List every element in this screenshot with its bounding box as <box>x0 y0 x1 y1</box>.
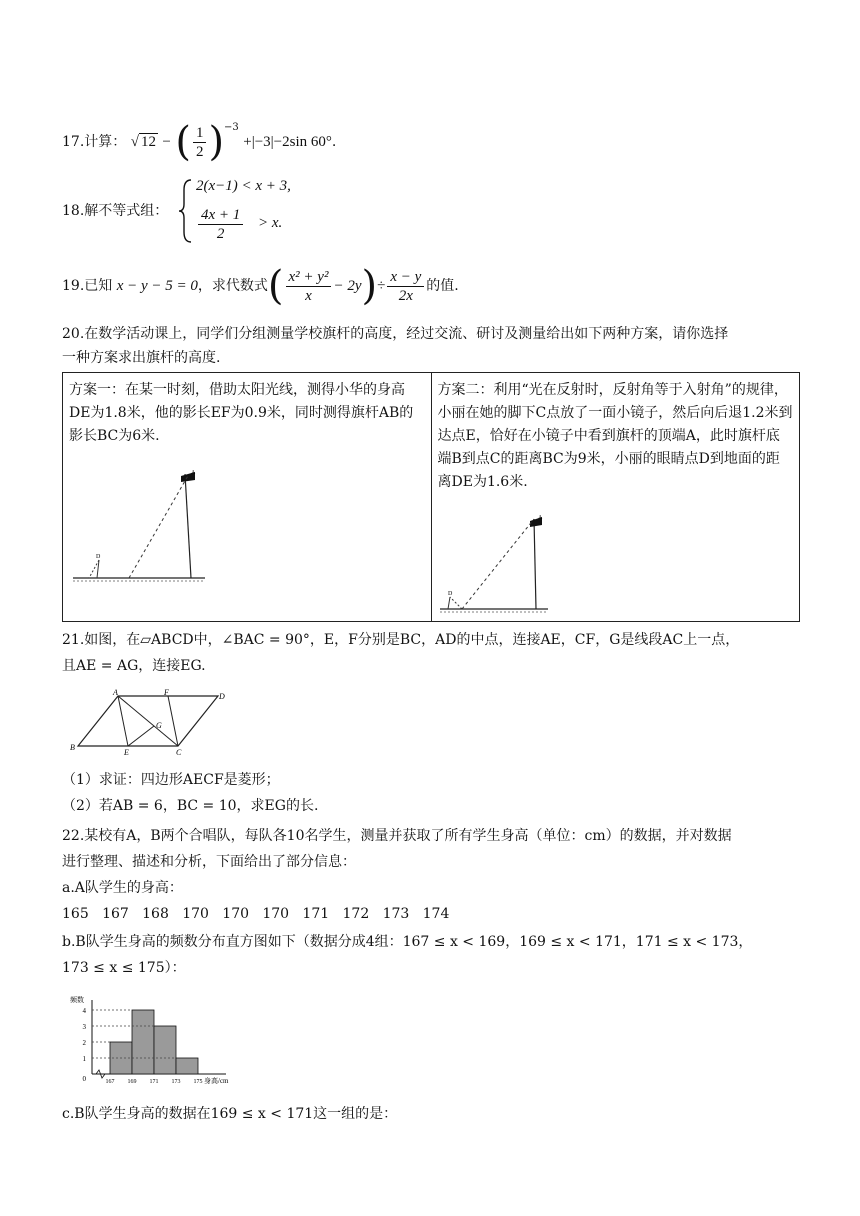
svg-text:D: D <box>96 554 101 560</box>
q22-a-data: 165 167 168 170 170 170 171 172 173 174 <box>62 906 450 922</box>
histogram-bar <box>176 1058 198 1074</box>
svg-text:A: A <box>537 515 542 521</box>
q20-line-1: 20.在数学活动课上，同学们分组测量学校旗杆的高度，经过交流、研讨及测量给出如下两种方案，请你选择 <box>62 326 729 342</box>
x-tick-label: 173 <box>171 1079 181 1085</box>
plan-2-figure <box>438 513 558 623</box>
label-F: F <box>164 688 169 697</box>
plan-1-cell <box>63 373 432 622</box>
q18-inequality-1: 2(x−1) < x + 3, <box>196 178 291 194</box>
q22-a-label: a.A队学生的身高： <box>62 880 183 896</box>
height-histogram <box>62 992 262 1088</box>
plan-1-figure <box>69 468 209 588</box>
q18-fraction: $\frac{4x + 1}{2}$ <box>198 206 243 243</box>
q17-fraction: $\frac{1}{2}$ <box>193 124 207 161</box>
question-19: 19.已知 x − y − 5 = 0，求代数式( $\frac{\text{x² + y²}}{x}$ − 2y)÷ $\frac{x - y}{2x}$ 的值. <box>62 263 459 309</box>
plan-2-text: 方案二：利用“光在反射时，反射角等于入射角”的规律，小丽在她的脚下C点放了一面小镜子，然后向后退1.2米到达点E，恰好在小镜子中看到旗杆的顶端A，此时旗杆底端B到点C的距离BC为9米，小丽的眼睛点D到地面的距离DE为1.6米. <box>437 382 793 490</box>
q18-inequality-2-tail: > x. <box>258 215 283 231</box>
histogram-bar <box>132 1010 154 1074</box>
q21-line-2: 且AE = AG，连接EG. <box>62 658 206 674</box>
svg-text:A: A <box>191 470 196 476</box>
origin-label: 0 <box>82 1075 86 1083</box>
plan-1-text: 方案一：在某一时刻，借助太阳光线，测得小华的身高DE为1.8米，他的影长EF为0.9米，同时测得旗杆AB的影长BC为6米. <box>69 382 414 444</box>
plan-2-cell <box>431 373 800 622</box>
y-tick-label: 1 <box>82 1055 86 1063</box>
label-G: G <box>156 721 162 730</box>
question-17: 17.计算： √ 12 − ( $\frac{1}{2}$ )$^{-3}$ +|−3|−2sin 60°. <box>62 119 337 165</box>
q22-b-line-2: 173 ≤ x ≤ 175）： <box>62 960 186 976</box>
y-tick-label: 4 <box>82 1007 86 1015</box>
y-tick-label: 3 <box>82 1023 86 1031</box>
q21-line-1: 21.如图，在▱ABCD中，∠BAC = 90°，E，F分别是BC，AD的中点，连接AE，CF，G是线段AC上一点， <box>62 632 740 648</box>
svg-text:D: D <box>447 591 452 597</box>
q17-sqrt: 12 <box>140 134 156 150</box>
q19-condition: x − y − 5 = 0 <box>116 278 198 294</box>
x-tick-label: 169 <box>127 1079 137 1085</box>
q22-line-1: 22.某校有A，B两个合唱队，每队各10名学生，测量并获取了所有学生身高（单位：cm）的数据，并对数据 <box>62 828 732 844</box>
q17-exponent: −3 <box>224 122 239 133</box>
x-tick-label: 167 <box>105 1079 115 1085</box>
q21-part-2: （2）若AB = 6，BC = 10，求EG的长. <box>62 798 319 814</box>
x-tick-label: 175 <box>193 1079 203 1085</box>
q18-prefix: 18.解不等式组： <box>62 203 169 219</box>
q19-fraction-2: $\frac{x - y}{2x}$ <box>387 268 424 305</box>
parallelogram-figure <box>70 686 230 756</box>
y-axis-label: 频数 <box>70 996 84 1004</box>
q21-part-1: （1）求证：四边形AECF是菱形； <box>62 772 280 788</box>
label-A: A <box>113 688 118 697</box>
question-18 <box>62 178 462 248</box>
y-tick-label: 2 <box>82 1039 86 1047</box>
q19-fraction-1: $\frac{\text{x² + y²}}{x}$ <box>286 268 332 305</box>
q22-line-2: 进行整理、描述和分析，下面给出了部分信息： <box>62 854 356 870</box>
x-axis-label: 身高/cm <box>204 1077 229 1085</box>
x-tick-label: 171 <box>149 1079 159 1085</box>
q17-rest: +|−3|−2sin 60° <box>243 134 332 150</box>
q20-line-2: 一种方案求出旗杆的高度. <box>62 350 221 366</box>
label-B: B <box>70 743 75 752</box>
q17-prefix: 17.计算： <box>62 134 127 150</box>
brace-icon <box>178 178 194 244</box>
label-E: E <box>124 748 129 756</box>
plans-table <box>62 372 800 622</box>
histogram-bar <box>154 1026 176 1074</box>
label-D: D <box>219 692 225 701</box>
label-C: C <box>176 748 182 756</box>
q22-b-line-1: b.B队学生身高的频数分布直方图如下（数据分成4组：167 ≤ x < 169，169 ≤ x < 171，171 ≤ x < 173， <box>62 934 753 950</box>
q22-c-line: c.B队学生身高的数据在169 ≤ x < 171这一组的是： <box>62 1106 398 1122</box>
